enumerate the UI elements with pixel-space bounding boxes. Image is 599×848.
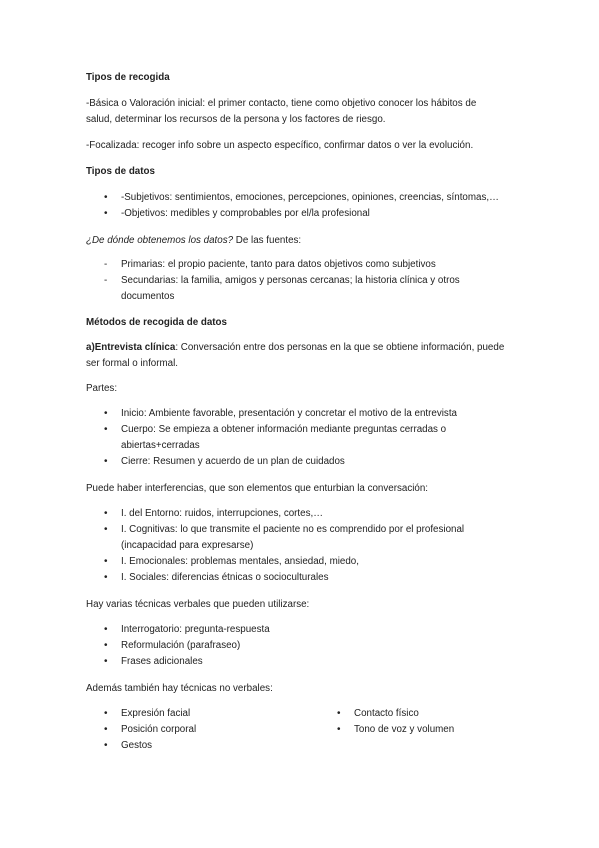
list-item-interf-cognitivas: I. Cognitivas: lo que transmite el paciente no es comprendido por el profesional: [121, 524, 465, 535]
paragraph-entrevista-line1: [86, 340, 516, 356]
list-item-parte-cierre: Cierre: Resumen y acuerdo de un plan de cuidados: [121, 456, 345, 467]
bullet-icon: •: [104, 208, 108, 219]
list-item-noverbal-contacto: Contacto físico: [354, 708, 419, 719]
list-item-verbal-reformulacion: Reformulación (parafraseo): [121, 640, 241, 651]
heading-tipos-datos: Tipos de datos: [86, 166, 155, 177]
list-item-interf-emocionales: I. Emocionales: problemas mentales, ansiedad, miedo,: [121, 556, 359, 567]
bullet-icon: •: [337, 724, 341, 735]
list-item-interf-entorno: I. del Entorno: ruidos, interrupciones, cortes,…: [121, 508, 324, 519]
bullet-icon: •: [104, 408, 108, 419]
list-item-interf-cognitivas-cont: (incapacidad para expresarse): [121, 540, 254, 551]
label-tecnicas-verbales: Hay varias técnicas verbales que pueden utilizarse:: [86, 599, 310, 610]
bullet-icon: •: [104, 456, 108, 467]
list-item-parte-cuerpo: Cuerpo: Se empieza a obtener información mediante preguntas cerradas o: [121, 424, 447, 435]
bullet-icon: •: [104, 524, 108, 535]
bullet-icon: •: [104, 624, 108, 635]
bullet-icon: •: [104, 740, 108, 751]
list-item-noverbal-tono: Tono de voz y volumen: [354, 724, 455, 735]
list-item-noverbal-gestos: Gestos: [121, 740, 153, 751]
entrevista-rest: : Conversación entre dos personas en la que se obtiene información, puede: [175, 342, 505, 353]
bullet-icon: •: [104, 640, 108, 651]
bullet-icon: •: [104, 572, 108, 583]
paragraph-entrevista-line2: ser formal o informal.: [86, 358, 179, 369]
bullet-icon: •: [104, 724, 108, 735]
dash-marker: -: [104, 275, 108, 286]
list-item-fuente-primarias: Primarias: el propio paciente, tanto para datos objetivos como subjetivos: [121, 259, 436, 270]
list-item-parte-inicio: Inicio: Ambiente favorable, presentación y concretar el motivo de la entrevista: [121, 408, 457, 419]
bullet-icon: •: [104, 424, 108, 435]
bullet-icon: •: [104, 192, 108, 203]
label-partes: Partes:: [86, 383, 118, 394]
heading-metodos: Métodos de recogida de datos: [86, 317, 227, 328]
paragraph-basica-line2: salud, determinar los recursos de la persona y los factores de riesgo.: [86, 114, 386, 125]
bullet-icon: •: [104, 508, 108, 519]
heading-tipos-recogida: Tipos de recogida: [86, 72, 170, 83]
list-item-verbal-interrogatorio: Interrogatorio: pregunta-respuesta: [121, 624, 270, 635]
list-item-fuente-secundarias: Secundarias: la familia, amigos y personas cercanas; la historia clínica y otros: [121, 275, 460, 286]
list-item-datos-objetivos: -Objetivos: medibles y comprobables por el/la profesional: [121, 208, 370, 219]
list-item-parte-cuerpo-cont: abiertas+cerradas: [121, 440, 200, 451]
bullet-icon: •: [104, 556, 108, 567]
label-interferencias: Puede haber interferencias, que son elementos que enturbian la conversación:: [86, 483, 429, 494]
question-italic: ¿De dónde obtenemos los datos?: [86, 235, 234, 246]
question-rest: De las fuentes:: [233, 235, 302, 246]
dash-marker: -: [104, 259, 108, 270]
bullet-icon: •: [337, 708, 341, 719]
label-tecnicas-no-verbales: Además también hay técnicas no verbales:: [86, 683, 273, 694]
paragraph-basica-line1: -Básica o Valoración inicial: el primer contacto, tiene como objetivo conocer los hábitos de: [86, 98, 477, 109]
list-item-fuente-secundarias-cont: documentos: [121, 291, 175, 302]
entrevista-bold: a)Entrevista clínica: [86, 342, 176, 353]
paragraph-focalizada: -Focalizada: recoger info sobre un aspecto específico, confirmar datos o ver la evolución.: [86, 140, 474, 151]
bullet-icon: •: [104, 708, 108, 719]
list-item-interf-sociales: I. Sociales: diferencias étnicas o socioculturales: [121, 572, 329, 583]
bullet-icon: •: [104, 656, 108, 667]
list-item-verbal-frases: Frases adicionales: [121, 656, 203, 667]
paragraph-fuentes-question: [86, 233, 516, 249]
list-item-noverbal-expresion: Expresión facial: [121, 708, 191, 719]
list-item-datos-subjetivos: -Subjetivos: sentimientos, emociones, percepciones, opiniones, creencias, síntomas,…: [121, 192, 499, 203]
list-item-noverbal-posicion: Posición corporal: [121, 724, 197, 735]
